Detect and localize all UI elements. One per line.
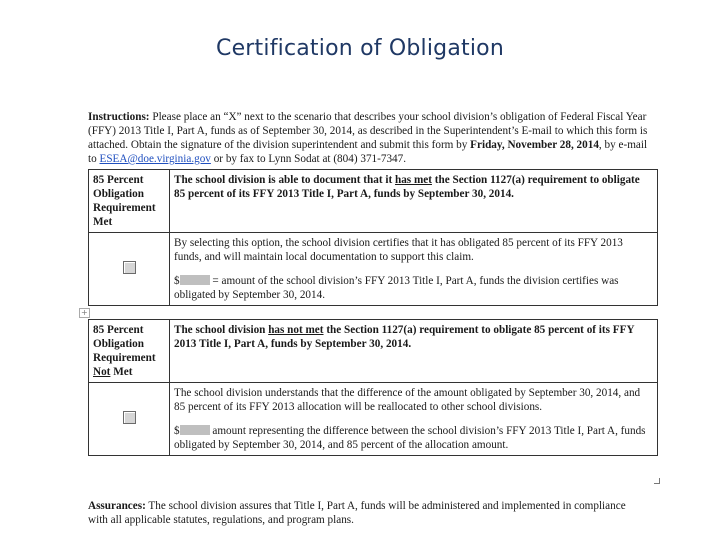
- has-not-met-text: has not met: [268, 324, 324, 336]
- option-met-amount: $ = amount of the school division’s FFY 2013 Title I, Part A, funds the division certifies was obligated by September 30, 2014.: [174, 275, 619, 301]
- option-not-met-checkbox[interactable]: [123, 411, 136, 424]
- option-met-checkbox[interactable]: [123, 261, 136, 274]
- option-met-detail: By selecting this option, the school division certifies that it has obligated 85 percent of its FFY 2013 funds, and will maintain local documentation to support this claim.: [174, 237, 623, 263]
- assurances-label: Assurances:: [88, 500, 146, 513]
- instructions-text-2: , by e-mail to: [88, 139, 648, 165]
- move-handle-icon[interactable]: +: [81, 308, 88, 317]
- instructions-deadline: Friday, November 28, 2014: [470, 139, 599, 151]
- slide-title: Certification of Obligation: [216, 36, 504, 61]
- assurances-text: The school division assures that Title I, Part A, funds will be administered and implemented in compliance with all applicable statutes, regulations, and program plans.: [88, 500, 626, 527]
- option-met-amount-input[interactable]: [180, 275, 210, 285]
- corner-mark: [654, 478, 660, 484]
- option-not-met-statement: The school division has not met the Section 1127(a) requirement to obligate 85 percent of its FFY 2013 Title I, Part A, funds by September 30, 2014.: [170, 320, 658, 383]
- option-met-table: [88, 169, 658, 306]
- option-not-met-label: 85 Percent Obligation Requirement Not Met: [89, 320, 170, 383]
- option-met-checkbox-cell: [89, 233, 170, 306]
- option-not-met-detail: The school division understands that the difference of the amount obligated by September 30, 2014, and 85 percent of its FFY 2013 allocation will be reallocated to other school divisions.: [174, 387, 641, 413]
- option-met-detail-cell: [170, 233, 658, 306]
- instructions-paragraph: [88, 110, 658, 166]
- email-link[interactable]: ESEA@doe.virginia.gov: [99, 153, 211, 165]
- option-met-label: 85 Percent Obligation Requirement Met: [89, 170, 170, 233]
- option-not-met-table: [88, 319, 658, 456]
- instructions-label: Instructions:: [88, 111, 150, 123]
- option-not-met-detail-cell: [170, 383, 658, 456]
- instructions-text-3: or by fax to Lynn Sodat at (804) 371-7347.: [210, 153, 407, 165]
- option-not-met-amount-input[interactable]: [180, 425, 210, 435]
- option-not-met-checkbox-cell: [89, 383, 170, 456]
- option-not-met-amount: $ amount representing the difference between the school division’s FFY 2013 Title I, Part A, funds obligated by September 30, 2014, and 85 percent of the allocation amount.: [174, 425, 646, 451]
- option-met-statement: The school division is able to document that it has met the Section 1127(a) requirement to obligate 85 percent of its FFY 2013 Title I, Part A, funds by September 30, 2014.: [170, 170, 658, 233]
- has-met-text: has met: [394, 174, 432, 186]
- instructions-text-1: Please place an “X” next to the scenario that describes your school division’s obligation of Federal Fiscal Year (FFY) 2013 Title I, Part A, funds as of September 30, 2014, as described in the Superintendent’s E-mail to which this form is attached. Obtain the signature of the division superintendent and submit this form by: [88, 111, 648, 151]
- certification-form: [81, 110, 658, 456]
- assurances-paragraph: [88, 499, 648, 527]
- not-text: Not: [93, 366, 111, 378]
